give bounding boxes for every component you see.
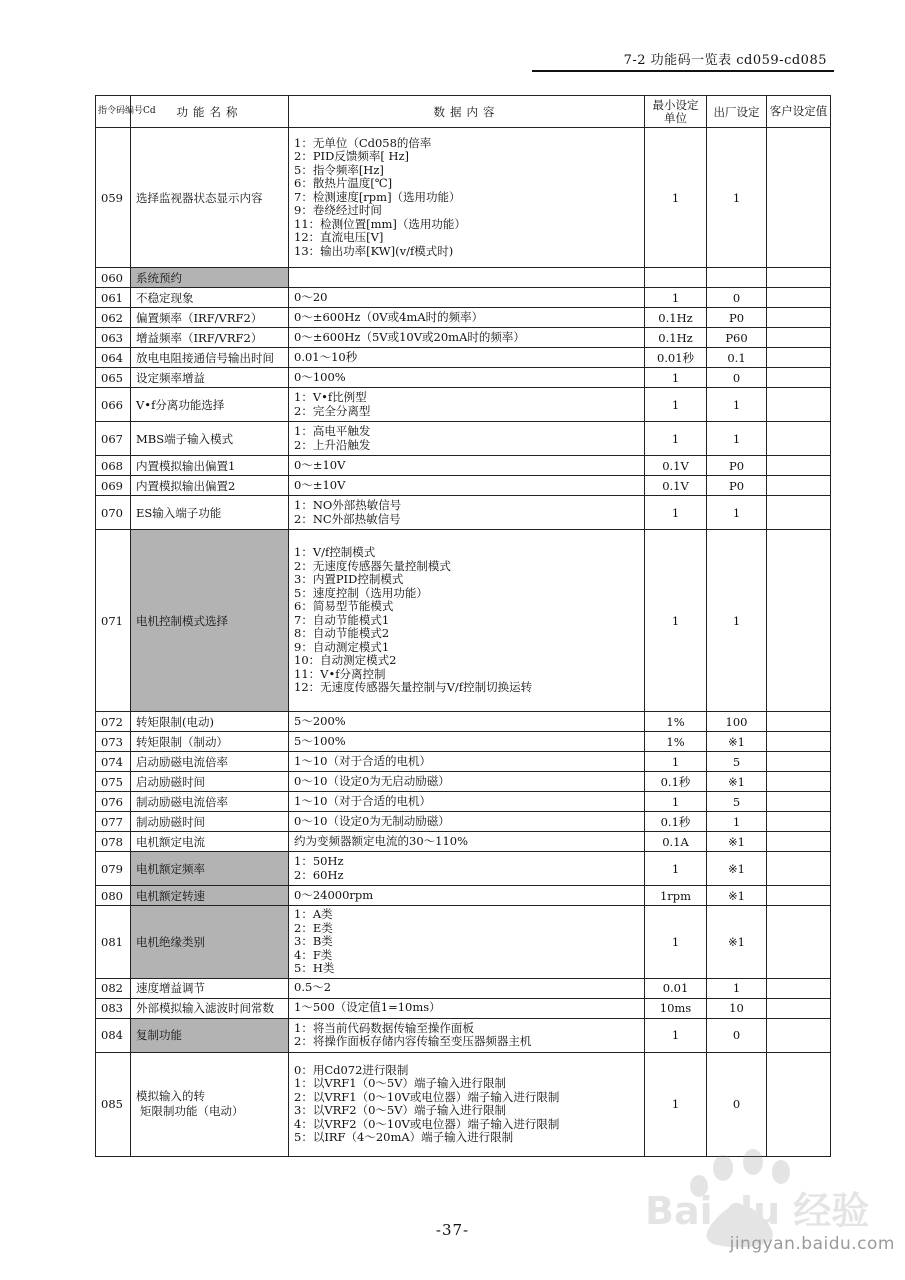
row-function: 选择监视器状态显示内容: [131, 128, 289, 268]
table-row: [96, 812, 831, 832]
row-min-unit: 0.1秒: [645, 772, 707, 792]
row-factory-setting: 0: [707, 288, 767, 308]
row-function: 不稳定现象: [131, 288, 289, 308]
row-factory-setting: ※1: [707, 886, 767, 906]
row-data-cell: [289, 328, 645, 348]
row-data-line: 5～100%: [294, 733, 346, 748]
row-factory-setting: 1: [707, 422, 767, 456]
row-data-line: 13：输出功率[KW](v/f模式时): [294, 243, 454, 258]
row-data-cell: [289, 998, 645, 1018]
row-code: 072: [96, 712, 131, 732]
row-data-cell: [289, 476, 645, 496]
table-row: [96, 712, 831, 732]
row-data-cell: [289, 772, 645, 792]
row-min-unit: [645, 268, 707, 288]
row-data-line: 0～10（设定0为无启动励磁）: [294, 773, 450, 788]
table-row: [96, 852, 831, 886]
row-data-line: 12：直流电压[V]: [294, 230, 384, 245]
table-row: [96, 906, 831, 979]
row-customer-setting: [767, 268, 831, 288]
row-min-unit: 0.1Hz: [645, 308, 707, 328]
row-customer-setting: [767, 1052, 831, 1156]
row-function: 设定频率增益: [131, 368, 289, 388]
row-data-cell: [289, 1052, 645, 1156]
row-customer-setting: [767, 752, 831, 772]
row-function: 外部模拟输入滤波时间常数: [131, 998, 289, 1018]
table-row: [96, 530, 831, 712]
row-function: 速度增益调节: [131, 978, 289, 998]
row-code: 064: [96, 348, 131, 368]
table-row: [96, 496, 831, 530]
row-min-unit: 1: [645, 388, 707, 422]
row-factory-setting: 0.1: [707, 348, 767, 368]
row-data-line: 2：完全分离型: [294, 403, 371, 418]
row-factory-setting: 1: [707, 812, 767, 832]
row-customer-setting: [767, 530, 831, 712]
row-customer-setting: [767, 792, 831, 812]
table-row: [96, 422, 831, 456]
row-data-line: 2：上升沿触发: [294, 437, 371, 452]
row-data-cell: [289, 308, 645, 328]
row-data-line: 0.01～10秒: [294, 349, 358, 364]
row-factory-setting: ※1: [707, 772, 767, 792]
row-code: 076: [96, 792, 131, 812]
row-data-line: 0：用Cd072进行限制: [294, 1062, 409, 1077]
row-factory-setting: P0: [707, 456, 767, 476]
row-data-line: 6：简易型节能模式: [294, 599, 394, 614]
row-min-unit: 1: [645, 288, 707, 308]
row-data-line: 0～±10V: [294, 477, 346, 492]
row-data-line: 4：以VRF2（0～10V或电位器）端子输入进行限制: [294, 1116, 560, 1131]
row-data-cell: [289, 978, 645, 998]
row-data-line: 5：速度控制（选用功能）: [294, 585, 428, 600]
row-factory-setting: 1: [707, 530, 767, 712]
row-function: ES输入端子功能: [131, 496, 289, 530]
row-data-line: 3：以VRF2（0～5V）端子输入进行限制: [294, 1103, 507, 1117]
row-data-line: 2：以VRF1（0～10V或电位器）端子输入进行限制: [294, 1089, 560, 1104]
row-data-line: 0～±10V: [294, 457, 346, 472]
col-header-customer: 客户设定值: [767, 96, 831, 128]
row-data-line: 5：H类: [294, 961, 335, 975]
row-min-unit: 1%: [645, 732, 707, 752]
table-row: [96, 978, 831, 998]
row-min-unit: 1: [645, 1052, 707, 1156]
col-header-data: 数据内容: [289, 96, 645, 128]
row-function: 电机额定转速: [131, 886, 289, 906]
row-function: 放电电阻接通信号输出时间: [131, 348, 289, 368]
row-factory-setting: P0: [707, 308, 767, 328]
row-code: 081: [96, 906, 131, 979]
row-data-line: 2：PID反馈频率[ Hz]: [294, 149, 410, 164]
row-function: 增益频率（IRF/VRF2）: [131, 328, 289, 348]
row-min-unit: 1: [645, 906, 707, 979]
row-factory-setting: 5: [707, 792, 767, 812]
row-factory-setting: 100: [707, 712, 767, 732]
table-row: [96, 308, 831, 328]
row-function: 启动励磁时间: [131, 772, 289, 792]
row-data-line: 0～±600Hz（0V或4mA时的频率）: [294, 309, 484, 324]
row-factory-setting: ※1: [707, 852, 767, 886]
row-factory-setting: 5: [707, 752, 767, 772]
row-data-cell: [289, 906, 645, 979]
row-code: 085: [96, 1052, 131, 1156]
row-customer-setting: [767, 732, 831, 752]
row-data-line: 1：以VRF1（0～5V）端子输入进行限制: [294, 1076, 507, 1090]
row-customer-setting: [767, 288, 831, 308]
col-header-factory: 出厂设定: [707, 96, 767, 128]
row-min-unit: 1: [645, 1018, 707, 1052]
table-row: [96, 792, 831, 812]
row-min-unit: 0.1V: [645, 476, 707, 496]
row-data-line: 5～200%: [294, 713, 346, 728]
row-data-line: 4：F类: [294, 947, 333, 962]
row-function: [131, 1052, 289, 1156]
row-data-line: 8：自动节能模式2: [294, 626, 390, 641]
row-function: MBS端子输入模式: [131, 422, 289, 456]
row-function: 启动励磁电流倍率: [131, 752, 289, 772]
row-code: 061: [96, 288, 131, 308]
table-row: [96, 732, 831, 752]
table-row: [96, 1018, 831, 1052]
row-data-line: 0～24000rpm: [294, 887, 374, 902]
row-data-line: 1：高电平触发: [294, 424, 371, 438]
row-factory-setting: 1: [707, 128, 767, 268]
row-function: V•f分离功能选择: [131, 388, 289, 422]
row-function: 电机控制模式选择: [131, 530, 289, 712]
table-row: [96, 288, 831, 308]
row-function: 转矩限制（制动）: [131, 732, 289, 752]
table-row: [96, 832, 831, 852]
table-row: [96, 128, 831, 268]
row-data-cell: [289, 268, 645, 288]
table-row: [96, 348, 831, 368]
row-factory-setting: 1: [707, 496, 767, 530]
row-data-line: 3：内置PID控制模式: [294, 572, 404, 587]
row-factory-setting: 0: [707, 368, 767, 388]
row-min-unit: 0.01秒: [645, 348, 707, 368]
row-data-cell: [289, 752, 645, 772]
row-min-unit: 0.1Hz: [645, 328, 707, 348]
row-data-line: 2：60Hz: [294, 867, 344, 882]
table-row: [96, 1052, 831, 1156]
row-code: 084: [96, 1018, 131, 1052]
row-customer-setting: [767, 1018, 831, 1052]
row-data-line: 1～10（对于合适的电机）: [294, 753, 431, 768]
row-customer-setting: [767, 852, 831, 886]
row-data-line: 2：无速度传感器矢量控制模式: [294, 558, 451, 573]
row-code: 063: [96, 328, 131, 348]
row-data-line: 0～100%: [294, 369, 346, 384]
row-data-cell: [289, 496, 645, 530]
row-data-line: 9：卷绕经过时间: [294, 203, 382, 218]
row-code: 075: [96, 772, 131, 792]
row-data-line: 11：V•f分离控制: [294, 666, 386, 681]
row-data-cell: [289, 732, 645, 752]
page-header-title: 7-2 功能码一览表 cd059-cd085: [623, 53, 827, 68]
row-customer-setting: [767, 308, 831, 328]
page-number: -37-: [435, 1221, 470, 1239]
row-min-unit: 0.1秒: [645, 812, 707, 832]
row-min-unit: 1: [645, 368, 707, 388]
row-data-line: 7：自动节能模式1: [294, 612, 390, 627]
row-code: 083: [96, 998, 131, 1018]
table-row: [96, 388, 831, 422]
row-data-line: 2：NC外部热敏信号: [294, 511, 401, 526]
row-customer-setting: [767, 496, 831, 530]
table-header-row: [96, 96, 831, 128]
table-row: [96, 476, 831, 496]
row-min-unit: 1: [645, 422, 707, 456]
row-code: 074: [96, 752, 131, 772]
table-body: [96, 128, 831, 1157]
row-min-unit: 0.1V: [645, 456, 707, 476]
row-data-line: 1～500（设定值1=10ms）: [294, 1000, 441, 1015]
row-min-unit: 0.01: [645, 978, 707, 998]
row-code: 070: [96, 496, 131, 530]
row-code: 078: [96, 832, 131, 852]
row-data-line: 2：将操作面板存储内容传输至变压器频器主机: [294, 1034, 532, 1048]
row-data-line: 1～10（对于合适的电机）: [294, 793, 431, 808]
row-data-line: 1：V/f控制模式: [294, 545, 376, 560]
row-data-line: 0～20: [294, 289, 328, 304]
row-factory-setting: ※1: [707, 906, 767, 979]
row-code: 067: [96, 422, 131, 456]
row-code: 079: [96, 852, 131, 886]
row-code: 066: [96, 388, 131, 422]
row-data-line: 1：无单位（Cd058的倍率: [294, 135, 432, 150]
table-row: [96, 268, 831, 288]
row-data-line: 约为变频器额定电流的30～110%: [294, 833, 469, 848]
col-header-function: 功能名称: [131, 96, 289, 128]
row-customer-setting: [767, 712, 831, 732]
row-data-cell: [289, 1018, 645, 1052]
watermark-url: jingyan.baidu.com: [729, 1234, 895, 1254]
row-function: 系统预约: [131, 268, 289, 288]
row-customer-setting: [767, 348, 831, 368]
row-min-unit: 0.1A: [645, 832, 707, 852]
row-function: 制动励磁电流倍率: [131, 792, 289, 812]
row-data-cell: [289, 288, 645, 308]
row-function: 复制功能: [131, 1018, 289, 1052]
row-factory-setting: P0: [707, 476, 767, 496]
row-data-line: 0～10（设定0为无制动励磁）: [294, 813, 450, 828]
row-data-line: 7：检测速度[rpm]（选用功能）: [294, 189, 461, 204]
row-data-cell: [289, 886, 645, 906]
row-data-cell: [289, 712, 645, 732]
table-row: [96, 368, 831, 388]
header-rule: [532, 70, 834, 72]
row-data-cell: [289, 348, 645, 368]
row-data-cell: [289, 456, 645, 476]
row-min-unit: 1%: [645, 712, 707, 732]
row-data-line: 11：检测位置[mm]（选用功能）: [294, 216, 466, 231]
row-min-unit: 1rpm: [645, 886, 707, 906]
row-factory-setting: 0: [707, 1052, 767, 1156]
row-data-cell: [289, 388, 645, 422]
row-min-unit: 1: [645, 792, 707, 812]
row-function: 电机额定频率: [131, 852, 289, 886]
row-factory-setting: [707, 268, 767, 288]
row-customer-setting: [767, 476, 831, 496]
row-data-cell: [289, 128, 645, 268]
row-factory-setting: 0: [707, 1018, 767, 1052]
row-code: 077: [96, 812, 131, 832]
row-min-unit: 1: [645, 496, 707, 530]
row-function: 转矩限制(电动): [131, 712, 289, 732]
row-code: 069: [96, 476, 131, 496]
row-min-unit: 1: [645, 530, 707, 712]
col-header-code: 指令码编号Cd: [96, 96, 131, 128]
row-customer-setting: [767, 812, 831, 832]
row-data-line: 5：指令频率[Hz]: [294, 162, 384, 177]
col-header-min-unit: 最小设定单位: [645, 96, 707, 128]
row-customer-setting: [767, 998, 831, 1018]
row-customer-setting: [767, 832, 831, 852]
row-customer-setting: [767, 368, 831, 388]
row-data-cell: [289, 368, 645, 388]
row-data-cell: [289, 422, 645, 456]
row-function-line: 模拟输入的转: [136, 1089, 205, 1103]
row-code: 073: [96, 732, 131, 752]
row-code: 065: [96, 368, 131, 388]
row-function: 内置模拟输出偏置2: [131, 476, 289, 496]
row-factory-setting: ※1: [707, 832, 767, 852]
row-customer-setting: [767, 978, 831, 998]
row-code: 059: [96, 128, 131, 268]
row-data-cell: [289, 812, 645, 832]
row-min-unit: 1: [645, 128, 707, 268]
row-data-cell: [289, 852, 645, 886]
row-data-cell: [289, 832, 645, 852]
row-data-line: 3：B类: [294, 934, 333, 948]
row-data-line: 1：将当前代码数据传输至操作面板: [294, 1020, 474, 1035]
row-data-line: 1：V•f比例型: [294, 390, 367, 404]
row-function: 内置模拟输出偏置1: [131, 456, 289, 476]
row-data-cell: [289, 530, 645, 712]
row-data-line: 1：NO外部热敏信号: [294, 498, 402, 512]
row-code: 080: [96, 886, 131, 906]
row-data-line: 0～±600Hz（5V或10V或20mA时的频率）: [294, 329, 525, 344]
table-row: [96, 998, 831, 1018]
row-customer-setting: [767, 906, 831, 979]
row-factory-setting: P60: [707, 328, 767, 348]
row-customer-setting: [767, 422, 831, 456]
row-data-cell: [289, 792, 645, 812]
row-customer-setting: [767, 456, 831, 476]
row-data-line: 1：50Hz: [294, 854, 344, 868]
row-customer-setting: [767, 772, 831, 792]
row-code: 068: [96, 456, 131, 476]
row-data-line: 0.5～2: [294, 980, 332, 995]
table-row: [96, 456, 831, 476]
row-customer-setting: [767, 128, 831, 268]
row-function: 电机额定电流: [131, 832, 289, 852]
row-code: 082: [96, 978, 131, 998]
row-data-line: 1：A类: [294, 907, 333, 921]
row-factory-setting: 1: [707, 388, 767, 422]
row-data-line: 5：以IRF（4～20mA）端子输入进行限制: [294, 1130, 514, 1144]
table-row: [96, 752, 831, 772]
row-data-line: 2：E类: [294, 920, 333, 935]
row-data-line: 9：自动测定模式1: [294, 639, 390, 654]
table-row: [96, 328, 831, 348]
row-code: 062: [96, 308, 131, 328]
row-min-unit: 1: [645, 752, 707, 772]
row-factory-setting: 10: [707, 998, 767, 1018]
row-function-line: 矩限制功能（电动）: [140, 1104, 244, 1118]
row-code: 071: [96, 530, 131, 712]
row-factory-setting: ※1: [707, 732, 767, 752]
row-data-line: 6：散热片温度[℃]: [294, 176, 393, 191]
row-code: 060: [96, 268, 131, 288]
table-row: [96, 886, 831, 906]
table-row: [96, 772, 831, 792]
row-data-line: 10：自动测定模式2: [294, 653, 397, 668]
row-customer-setting: [767, 886, 831, 906]
row-min-unit: 1: [645, 852, 707, 886]
function-code-table: [95, 95, 831, 1157]
row-factory-setting: 1: [707, 978, 767, 998]
row-data-line: 12：无速度传感器矢量控制与V/f控制切换运转: [294, 680, 533, 695]
row-function: 电机绝缘类别: [131, 906, 289, 979]
row-min-unit: 10ms: [645, 998, 707, 1018]
row-customer-setting: [767, 328, 831, 348]
watermark-logo-text: Bai du 经验: [645, 1189, 870, 1233]
row-customer-setting: [767, 388, 831, 422]
row-function: 制动励磁时间: [131, 812, 289, 832]
row-function: 偏置频率（IRF/VRF2）: [131, 308, 289, 328]
